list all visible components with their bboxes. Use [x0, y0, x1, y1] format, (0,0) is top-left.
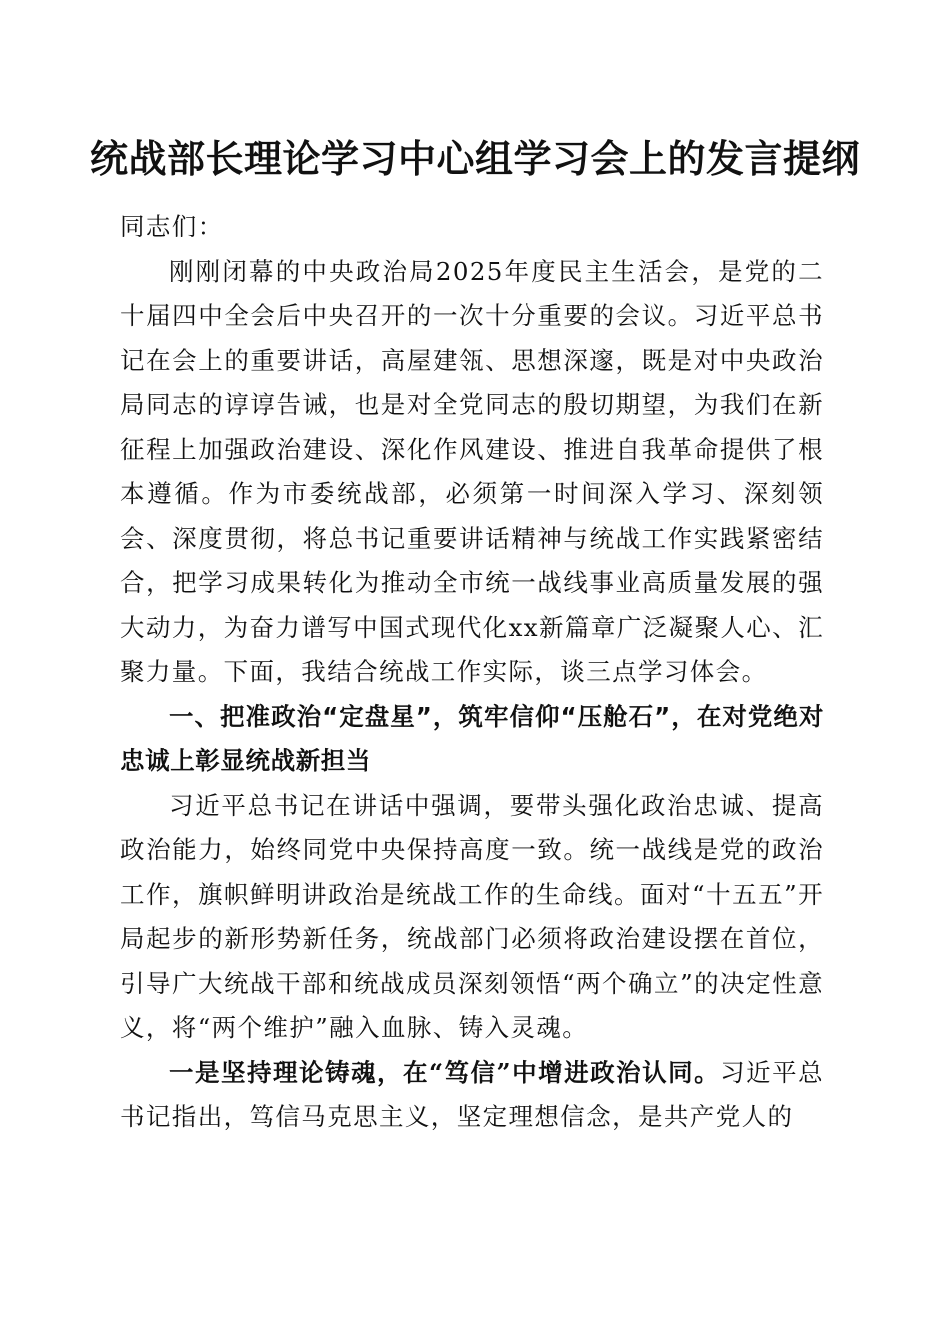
point-1-text: 习近平总书记指出，笃信马克思主义，坚定理想信念，是共产党人的 [120, 1057, 824, 1131]
point-1-paragraph [120, 1051, 824, 1140]
point-1-lead: 一是坚持理论铸魂，在“笃信”中增进政治认同。 [169, 1057, 721, 1087]
intro-paragraph: 刚刚闭幕的中央政治局2025年度民主生活会，是党的二十届四中全会后中央召开的一次十分重要的会议。习近平总书记在会上的重要讲话，高屋建瓴、思想深邃，既是对中央政治局同志的谆谆告诫，也是对全党同志的殷切期望，为我们在新征程上加强政治建设、深化作风建设、推进自我革命提供了根本遵循。作为市委统战部，必须第一时间深入学习、深刻领会、深度贯彻，将总书记重要讲话精神与统战工作实践紧密结合，把学习成果转化为推动全市统一战线事业高质量发展的强大动力，为奋力谱写中国式现代化xx新篇章广泛凝聚人心、汇聚力量。下面，我结合统战工作实际，谈三点学习体会。 [120, 256, 824, 686]
salutation: 同志们： [120, 212, 224, 241]
section-heading-1: 一、把准政治“定盘星”，筑牢信仰“压舱石”，在对党绝对忠诚上彰显统战新担当 [120, 701, 824, 775]
document-title: 统战部长理论学习中心组学习会上的发言提纲 [89, 136, 860, 181]
section-1-paragraph: 习近平总书记在讲话中强调，要带头强化政治忠诚、提高政治能力，始终同党中央保持高度一致。统一战线是党的政治工作，旗帜鲜明讲政治是统战工作的生命线。面对“十五五”开局起步的新形势新任务，统战部门必须将政治建设摆在首位，引导广大统战干部和统战成员深刻领悟“两个确立”的决定性意义，将“两个维护”融入血脉、铸入灵魂。 [120, 790, 824, 1042]
document-body [120, 205, 824, 1140]
